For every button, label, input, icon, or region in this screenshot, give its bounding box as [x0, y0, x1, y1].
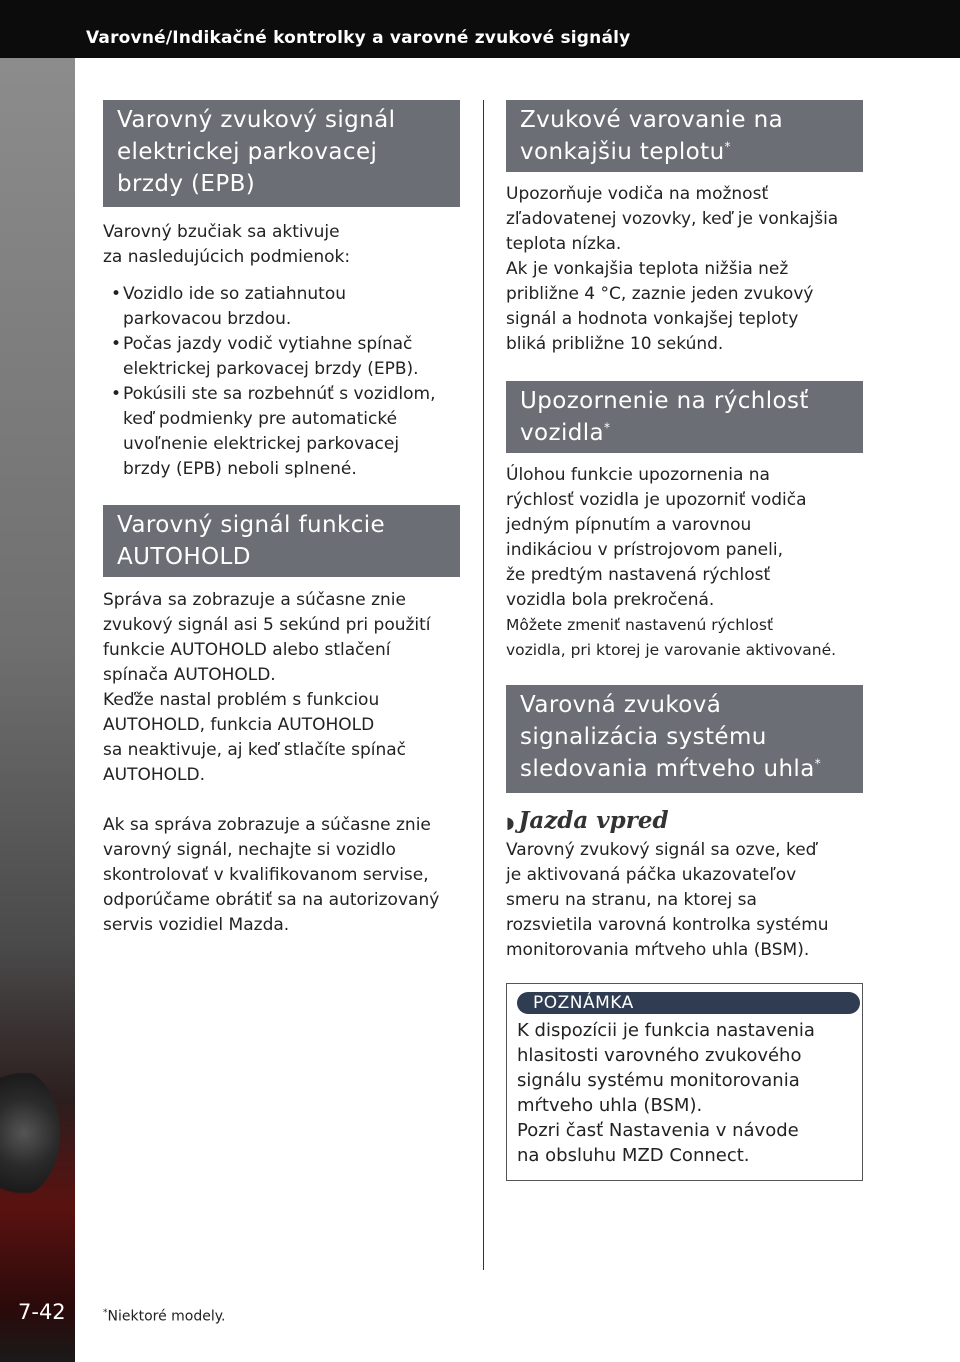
list-item: • Vozidlo ide so zatiahnutou parkovacou brzdou.	[111, 282, 460, 332]
section-heading-autohold: Varovný signál funkcie AUTOHOLD	[103, 505, 460, 577]
asterisk-mark: *	[724, 139, 731, 154]
page-number: 7-42	[18, 1300, 66, 1324]
asterisk-mark: *	[604, 420, 611, 435]
column-divider	[483, 100, 484, 1270]
outside-temp-paragraph: Upozorňuje vodiča na možnosť zľadovatenej vozovky, keď je vonkajšia teplota nízka. Ak je vonkajšia teplota nižšia než približne 4 °C, zaznie jeden zvukový signál a hodnota vonkajšej teploty bliká približne 10 sekúnd.	[506, 184, 839, 354]
epb-conditions-list	[103, 282, 460, 482]
speed-alert-small-paragraph: Môžete zmeniť nastavenú rýchlosť vozidla, pri ktorej je varovanie aktivované.	[506, 616, 837, 659]
epb-intro: Varovný bzučiak sa aktivuje za nasledujúcich podmienok:	[103, 222, 351, 267]
list-item: • Pokúsili ste sa rozbehnúť s vozidlom, keď podmienky pre automatické uvoľnenie elektrickej parkovacej brzdy (EPB) neboli splnené.	[111, 382, 460, 482]
header-title: Varovné/Indikačné kontrolky a varovné zvukové signály	[86, 28, 631, 48]
headlight-image	[0, 1068, 60, 1198]
note-label: POZNÁMKA	[517, 992, 860, 1014]
footnote: *Niektoré modely.	[103, 1308, 226, 1325]
left-column	[103, 100, 460, 938]
section-heading-speed-alert: Upozornenie na rýchlosť vozidla*	[506, 381, 863, 453]
triangle-marker-icon: ◗	[506, 813, 515, 832]
autohold-paragraph: Správa sa zobrazuje a súčasne znie zvukový signál asi 5 sekúnd pri použití funkcie AUTOHOLD alebo stlačení spínača AUTOHOLD. Keďže nastal problém s funkciou AUTOHOLD, funkcia AUTOHOLD sa neaktivuje, aj keď stlačíte spínač AUTOHOLD.	[103, 590, 431, 785]
bsm-paragraph: Varovný zvukový signál sa ozve, keď je aktivovaná páčka ukazovateľov smeru na stranu, na ktorej sa rozsvietila varovná kontrolka systému monitorovania mŕtveho uhla (BSM).	[506, 840, 829, 960]
autohold-service-paragraph: Ak sa správa zobrazuje a súčasne znie varovný signál, nechajte si vozidlo skontrolovať v kvalifikovanom servise, odporúčame obrátiť sa na autorizovaný servis vozidiel Mazda.	[103, 815, 440, 935]
section-heading-outside-temp: Zvukové varovanie na vonkajšiu teplotu*	[506, 100, 863, 172]
speed-alert-paragraph: Úlohou funkcie upozornenia na rýchlosť vozidla je upozorniť vodiča jedným pípnutím a varovnou indikáciou v prístrojovom paneli, že predtým nastavená rýchlosť vozidla bola prekročená.	[506, 465, 807, 610]
page-header	[0, 0, 960, 58]
right-column	[506, 100, 863, 1181]
section-heading-bsm: Varovná zvuková signalizácia systému sledovania mŕtveho uhla*	[506, 685, 863, 793]
note-box	[506, 983, 863, 1181]
list-item: • Počas jazdy vodič vytiahne spínač elektrickej parkovacej brzdy (EPB).	[111, 332, 460, 382]
decorative-side-strip	[0, 58, 75, 1362]
asterisk-mark: *	[103, 1308, 108, 1318]
note-text: K dispozícii je funkcia nastavenia hlasitosti varovného zvukového signálu systému monitorovania mŕtveho uhla (BSM). Pozri časť Nastavenia v návode na obsluhu MZD Connect.	[517, 1020, 815, 1166]
asterisk-mark: *	[814, 756, 822, 771]
subheading-driving-forward: ◗ Jazda vpred	[506, 807, 669, 834]
section-heading-epb: Varovný zvukový signál elektrickej parkovacej brzdy (EPB)	[103, 100, 460, 207]
